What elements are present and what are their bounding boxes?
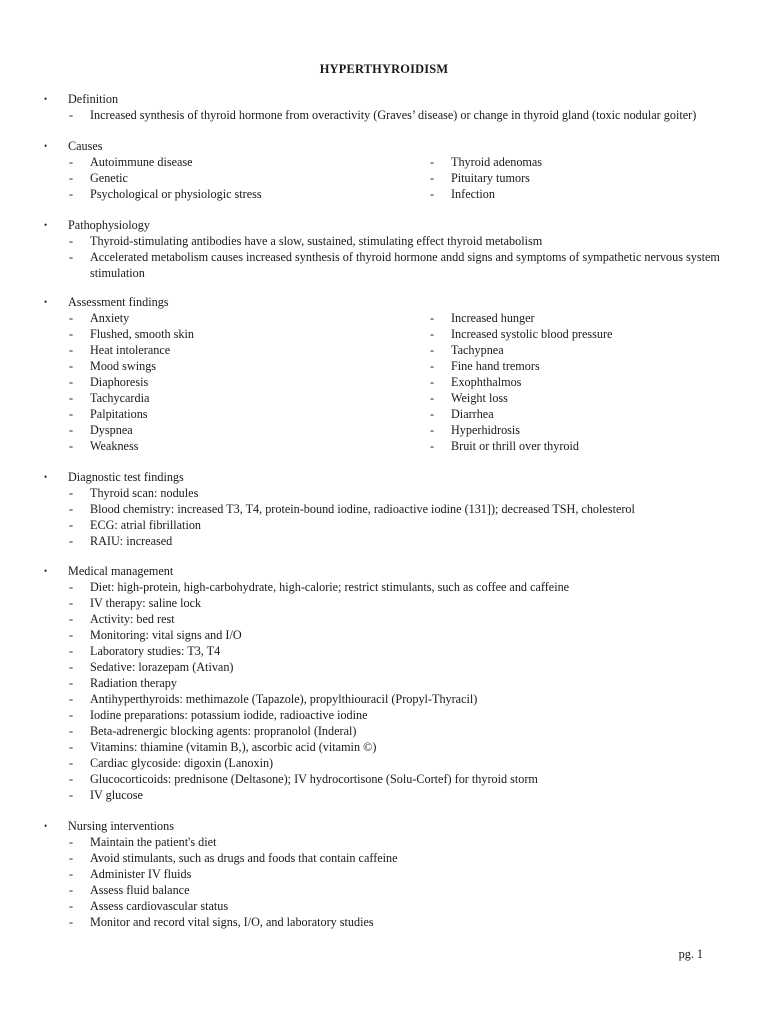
list-item: - Iodine preparations: potassium iodide, radioactive iodine bbox=[69, 708, 368, 722]
dash-icon: - bbox=[69, 439, 74, 453]
dash-icon: - bbox=[69, 772, 74, 786]
dash-icon: - bbox=[69, 343, 74, 357]
dash-icon: - bbox=[69, 644, 74, 658]
dash-icon: - bbox=[69, 788, 74, 802]
dash-icon: - bbox=[69, 187, 74, 201]
section-heading: Definition bbox=[68, 92, 119, 106]
list-item: - Beta-adrenergic blocking agents: propranolol (Inderal) bbox=[69, 724, 357, 738]
dash-icon: - bbox=[69, 534, 74, 548]
list-item: - Increased systolic blood pressure bbox=[430, 327, 613, 341]
dash-icon: - bbox=[69, 899, 74, 913]
list-item: - Laboratory studies: T3, T4 bbox=[69, 644, 221, 658]
dash-icon: - bbox=[430, 375, 435, 389]
dash-icon: - bbox=[69, 708, 74, 722]
section-heading: Pathophysiology bbox=[68, 218, 150, 232]
list-item: - Diaphoresis bbox=[69, 375, 149, 389]
list-item: - Accelerated metabolism causes increased synthesis of thyroid hormone andd signs and symptoms of sympathetic nervous system stimulation bbox=[69, 250, 720, 280]
list-item: - Bruit or thrill over thyroid bbox=[430, 439, 579, 453]
bullet-icon: • bbox=[44, 566, 48, 576]
dash-icon: - bbox=[69, 375, 74, 389]
section-heading: Nursing interventions bbox=[68, 819, 174, 833]
dash-icon: - bbox=[69, 423, 74, 437]
list-item: - Psychological or physiologic stress bbox=[69, 187, 262, 201]
dash-icon: - bbox=[69, 486, 74, 500]
list-item: - Fine hand tremors bbox=[430, 359, 540, 373]
list-item: - Pituitary tumors bbox=[430, 171, 530, 185]
dash-icon: - bbox=[69, 724, 74, 738]
dash-icon: - bbox=[69, 867, 74, 881]
list-item: - Activity: bed rest bbox=[69, 612, 175, 626]
list-item: - Thyroid adenomas bbox=[430, 155, 543, 169]
item-list bbox=[0, 834, 768, 930]
list-item: - Weakness bbox=[69, 439, 139, 453]
list-item: - Flushed, smooth skin bbox=[69, 327, 194, 341]
list-item: - IV glucose bbox=[69, 788, 143, 802]
item-list bbox=[0, 579, 768, 803]
list-item: - Dyspnea bbox=[69, 423, 133, 437]
dash-icon: - bbox=[430, 187, 435, 201]
list-item: - Heat intolerance bbox=[69, 343, 171, 357]
list-item: - Diet: high-protein, high-carbohydrate, high-calorie; restrict stimulants, such as coffee and caffeine bbox=[69, 580, 570, 594]
list-item: - Thyroid scan: nodules bbox=[69, 486, 199, 500]
dash-icon: - bbox=[69, 250, 74, 264]
list-item: - Increased hunger bbox=[430, 311, 535, 325]
right-column bbox=[430, 310, 768, 454]
dash-icon: - bbox=[430, 343, 435, 357]
dash-icon: - bbox=[69, 108, 74, 122]
list-item: - Glucocorticoids: prednisone (Deltasone); IV hydrocortisone (Solu-Cortef) for thyroid storm bbox=[69, 772, 538, 786]
dash-icon: - bbox=[430, 359, 435, 373]
dash-icon: - bbox=[69, 883, 74, 897]
bullet-icon: • bbox=[44, 472, 48, 482]
dash-icon: - bbox=[69, 407, 74, 421]
dash-icon: - bbox=[69, 234, 74, 248]
list-item: - Avoid stimulants, such as drugs and foods that contain caffeine bbox=[69, 851, 398, 865]
dash-icon: - bbox=[430, 171, 435, 185]
item-list bbox=[0, 485, 768, 549]
list-item: - Assess cardiovascular status bbox=[69, 899, 229, 913]
dash-icon: - bbox=[69, 740, 74, 754]
list-item: - Radiation therapy bbox=[69, 676, 177, 690]
dash-icon: - bbox=[430, 391, 435, 405]
list-item: - Monitor and record vital signs, I/O, and laboratory studies bbox=[69, 915, 374, 929]
bullet-icon: • bbox=[44, 94, 48, 104]
section-heading: Causes bbox=[68, 139, 103, 153]
page-number: pg. 1 bbox=[678, 947, 703, 961]
dash-icon: - bbox=[69, 359, 74, 373]
item-list bbox=[0, 107, 768, 123]
dash-icon: - bbox=[69, 502, 74, 516]
dash-icon: - bbox=[69, 311, 74, 325]
dash-icon: - bbox=[69, 835, 74, 849]
dash-icon: - bbox=[430, 155, 435, 169]
dash-icon: - bbox=[69, 660, 74, 674]
bullet-icon: • bbox=[44, 141, 48, 151]
dash-icon: - bbox=[69, 580, 74, 594]
list-item: - Exophthalmos bbox=[430, 375, 522, 389]
dash-icon: - bbox=[69, 171, 74, 185]
list-item: - Palpitations bbox=[69, 407, 148, 421]
dash-icon: - bbox=[69, 327, 74, 341]
list-item: - Tachycardia bbox=[69, 391, 150, 405]
list-item: - ECG: atrial fibrillation bbox=[69, 518, 202, 532]
list-item: - Weight loss bbox=[430, 391, 508, 405]
bullet-icon: • bbox=[44, 220, 48, 230]
list-item: - Hyperhidrosis bbox=[430, 423, 521, 437]
dash-icon: - bbox=[430, 423, 435, 437]
list-item: - Tachypnea bbox=[430, 343, 504, 357]
dash-icon: - bbox=[69, 915, 74, 929]
list-item: - Antihyperthyroids: methimazole (Tapazole), propylthiouracil (Propyl-Thyracil) bbox=[69, 692, 478, 706]
list-item: - Mood swings bbox=[69, 359, 157, 373]
list-item: - Increased synthesis of thyroid hormone from overactivity (Graves’ disease) or change in thyroid gland (toxic nodular goiter) bbox=[69, 108, 697, 122]
list-item: - Thyroid-stimulating antibodies have a slow, sustained, stimulating effect thyroid metabolism bbox=[69, 234, 543, 248]
list-item: - Sedative: lorazepam (Ativan) bbox=[69, 660, 234, 674]
dash-icon: - bbox=[69, 155, 74, 169]
list-item: - Genetic bbox=[69, 171, 128, 185]
right-column bbox=[430, 154, 768, 202]
left-column bbox=[0, 154, 430, 202]
dash-icon: - bbox=[69, 518, 74, 532]
list-item: - Infection bbox=[430, 187, 495, 201]
dash-icon: - bbox=[430, 311, 435, 325]
dash-icon: - bbox=[430, 407, 435, 421]
list-item: - Maintain the patient's diet bbox=[69, 835, 217, 849]
list-item: - Anxiety bbox=[69, 311, 130, 325]
left-column bbox=[0, 310, 430, 454]
list-item: - Monitoring: vital signs and I/O bbox=[69, 628, 242, 642]
section-heading: Assessment findings bbox=[68, 295, 169, 309]
item-list bbox=[0, 233, 768, 281]
list-item: - Administer IV fluids bbox=[69, 867, 192, 881]
list-item: - IV therapy: saline lock bbox=[69, 596, 202, 610]
dash-icon: - bbox=[69, 756, 74, 770]
list-item: - Assess fluid balance bbox=[69, 883, 190, 897]
dash-icon: - bbox=[69, 851, 74, 865]
section-heading: Medical management bbox=[68, 564, 174, 578]
list-item: - Vitamins: thiamine (vitamin B,), ascorbic acid (vitamin ©) bbox=[69, 740, 377, 754]
dash-icon: - bbox=[69, 676, 74, 690]
dash-icon: - bbox=[69, 692, 74, 706]
list-item: - Blood chemistry: increased T3, T4, protein-bound iodine, radioactive iodine (131]); decreased TSH, cholesterol bbox=[69, 502, 635, 516]
list-item: - Autoimmune disease bbox=[69, 155, 193, 169]
dash-icon: - bbox=[69, 391, 74, 405]
dash-icon: - bbox=[430, 439, 435, 453]
list-item: - Cardiac glycoside: digoxin (Lanoxin) bbox=[69, 756, 274, 770]
bullet-icon: • bbox=[44, 297, 48, 307]
dash-icon: - bbox=[69, 612, 74, 626]
list-item: - RAIU: increased bbox=[69, 534, 173, 548]
section-heading: Diagnostic test findings bbox=[68, 470, 184, 484]
page-title: HYPERTHYROIDISM bbox=[319, 62, 449, 76]
dash-icon: - bbox=[69, 596, 74, 610]
bullet-icon: • bbox=[44, 821, 48, 831]
dash-icon: - bbox=[69, 628, 74, 642]
list-item: - Diarrhea bbox=[430, 407, 494, 421]
dash-icon: - bbox=[430, 327, 435, 341]
